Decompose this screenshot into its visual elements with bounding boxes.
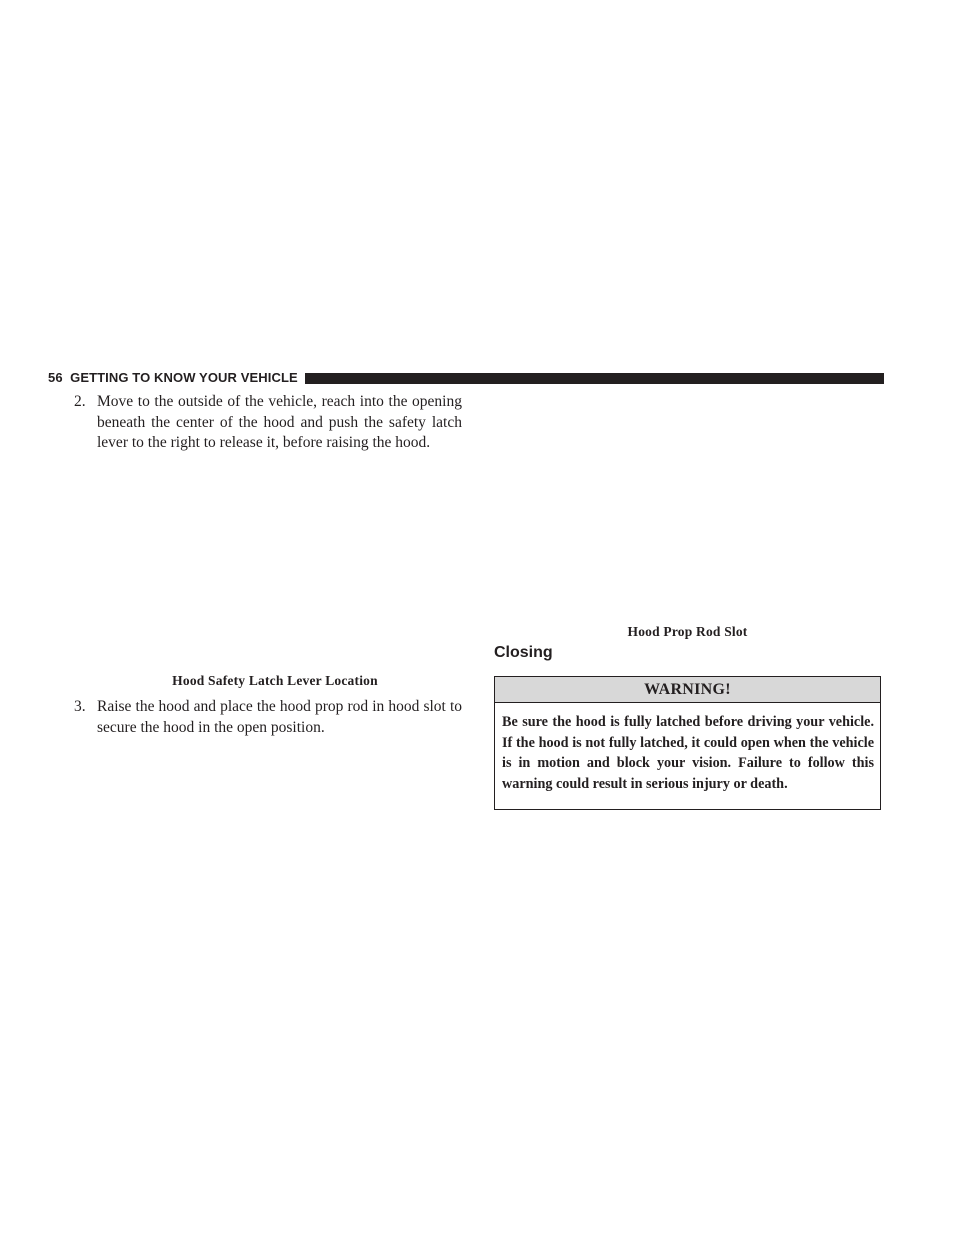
closing-heading: Closing xyxy=(494,644,553,661)
step-3 xyxy=(74,697,462,738)
warning-text: Be sure the hood is fully latched before driving your vehicle. If the hood is not fully latched, it could open when the vehicle is in motion and block your vision. Failure to follow this warning could result in serious injury or death. xyxy=(502,714,874,792)
prop-rod-figure-caption: Hood Prop Rod Slot xyxy=(627,624,748,639)
running-header xyxy=(48,370,884,386)
step-2 xyxy=(74,392,462,454)
latch-figure xyxy=(48,482,462,672)
warning-box xyxy=(494,676,881,810)
header-rule xyxy=(305,373,884,384)
latch-figure-caption: Hood Safety Latch Lever Location xyxy=(172,673,378,688)
page-header-label xyxy=(48,370,298,386)
step-number: 3. xyxy=(74,698,86,715)
prop-rod-figure xyxy=(494,392,881,620)
warning-title: WARNING! xyxy=(495,677,880,703)
step-text: Raise the hood and place the hood prop rod in hood slot to secure the hood in the open position. xyxy=(97,698,462,736)
page-number: 56 xyxy=(48,370,63,385)
step-text: Move to the outside of the vehicle, reach into the opening beneath the center of the hood and push the safety latch lever to the right to release it, before raising the hood. xyxy=(97,393,462,451)
chapter-title: GETTING TO KNOW YOUR VEHICLE xyxy=(70,370,298,385)
step-number: 2. xyxy=(74,393,86,410)
